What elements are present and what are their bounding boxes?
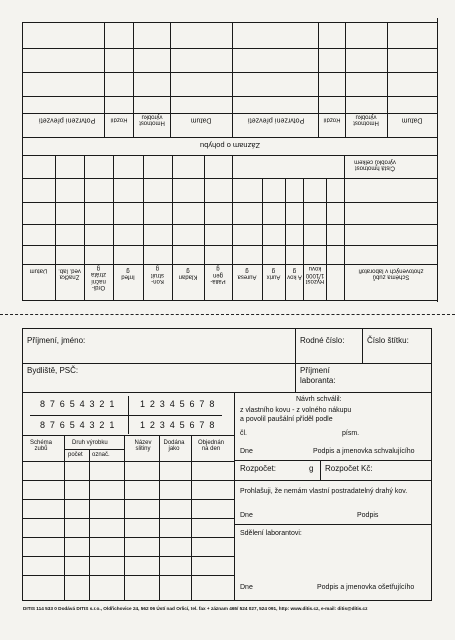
footer-text: DITIS 114 533 0 Dodává DITIS s.r.o., Oldřichovice 24, 562 06 Ústí nad Orlicí, tel. fax + záznam 465/ 524 027, 524 091, http: www.ditis.cz, e-mail: ditis@ditis.cz bbox=[23, 606, 368, 611]
top-form-section bbox=[0, 0, 455, 305]
rozpocet-kc-label: Rozpočet Kč: bbox=[325, 464, 373, 473]
top-header-label: A kov g bbox=[287, 267, 302, 280]
sdeleni-label: Sdělení laborantovi: bbox=[240, 530, 302, 537]
movement-header: Hmotnost výrobku bbox=[353, 113, 379, 126]
movement-header: Datum bbox=[190, 116, 212, 124]
top-header-label: Palla- gen g bbox=[210, 265, 226, 284]
pism-label: písm. bbox=[342, 430, 360, 437]
pausal-label: a povolil paušální příděl podle bbox=[240, 416, 333, 423]
podpis-label: Podpis bbox=[357, 512, 379, 519]
cista-hmotnost: Čistá hmotnost výrobků celkem bbox=[354, 158, 396, 171]
teeth-row-upper-left: 8 7 6 5 4 3 2 1 bbox=[40, 399, 116, 409]
teeth-row-upper-right: 1 2 3 4 5 6 7 8 bbox=[140, 399, 216, 409]
prijmeni-jmeno-label: Příjmení, jméno: bbox=[27, 336, 86, 345]
dne-label-2: Dne bbox=[240, 512, 253, 519]
bottom-form bbox=[0, 320, 455, 640]
col-header-pocet: počet bbox=[68, 452, 83, 458]
movement-header: Rozdíl bbox=[110, 116, 128, 123]
top-header-label: Kon- struit g bbox=[151, 265, 165, 284]
top-header-label: Značka ved. lab. bbox=[58, 267, 81, 280]
dne-label: Dne bbox=[240, 448, 253, 455]
top-header-label: Ryzost 1/1000 kovu bbox=[305, 265, 325, 284]
top-header-label: Aurix g bbox=[266, 267, 281, 280]
movement-header: Rozdíl bbox=[323, 116, 341, 123]
movement-header: Datum bbox=[401, 116, 423, 124]
bydliste-label: Bydliště, PSČ: bbox=[27, 366, 79, 375]
zaznam-title: Záznam o pohybu bbox=[199, 140, 261, 150]
navrh-label: Návrh schválil: bbox=[296, 396, 342, 403]
top-header-label: Datum bbox=[29, 267, 48, 274]
teeth-row-lower-right: 1 2 3 4 5 6 7 8 bbox=[140, 420, 216, 430]
dne-label-3: Dne bbox=[240, 584, 253, 591]
col-header-dodana: Dodána jako bbox=[163, 440, 185, 453]
top-header-label: Schéma zubů zhotovených v laboratoři bbox=[358, 267, 424, 280]
movement-header: Potvrzení převzetí bbox=[247, 116, 305, 124]
col-header-nazev: Název slitiny bbox=[134, 440, 152, 453]
cut-line bbox=[0, 314, 455, 315]
prijmeni-laboranta-label: Příjmení bbox=[300, 366, 330, 375]
prijmeni-laboranta-label: laboranta: bbox=[300, 376, 336, 385]
rozpocet-label: Rozpočet: bbox=[240, 464, 277, 473]
teeth-row-lower-left: 8 7 6 5 4 3 2 1 bbox=[40, 420, 116, 430]
rozpocet-unit: g bbox=[309, 464, 314, 473]
cl-label: čl. bbox=[240, 430, 247, 437]
navrh-options: z vlastního kovu - z volného nákupu bbox=[240, 407, 352, 414]
top-header-label: Infed g bbox=[121, 267, 135, 280]
prohlasuji-text: Prohlašuji, že nemám vlastní postradatelný drahý kov. bbox=[240, 488, 408, 495]
rodne-cislo-label: Rodné číslo: bbox=[300, 336, 345, 345]
col-header-oznac: označ. bbox=[92, 452, 110, 458]
col-header-objednan: Objednán na den bbox=[197, 440, 225, 453]
col-header-druh: Druh výrobku bbox=[72, 440, 108, 446]
top-header-label: Ordi- nační ztráta g bbox=[91, 265, 107, 291]
podpis-osetrujiciho: Podpis a jmenovka ošetřujícího bbox=[317, 584, 415, 591]
podpis-schvalujiciho: Podpis a jmenovka schvalujícího bbox=[313, 448, 415, 455]
top-header-label: Kladan g bbox=[178, 267, 198, 280]
movement-header: Hmotnost výrobku bbox=[139, 113, 165, 126]
movement-header: Potvrzení převzetí bbox=[38, 116, 96, 124]
top-header-label: Auresa g bbox=[237, 267, 257, 280]
col-header-schema: Schéma zubů bbox=[29, 440, 52, 453]
cislo-stitku-label: Číslo štítku: bbox=[367, 336, 409, 345]
